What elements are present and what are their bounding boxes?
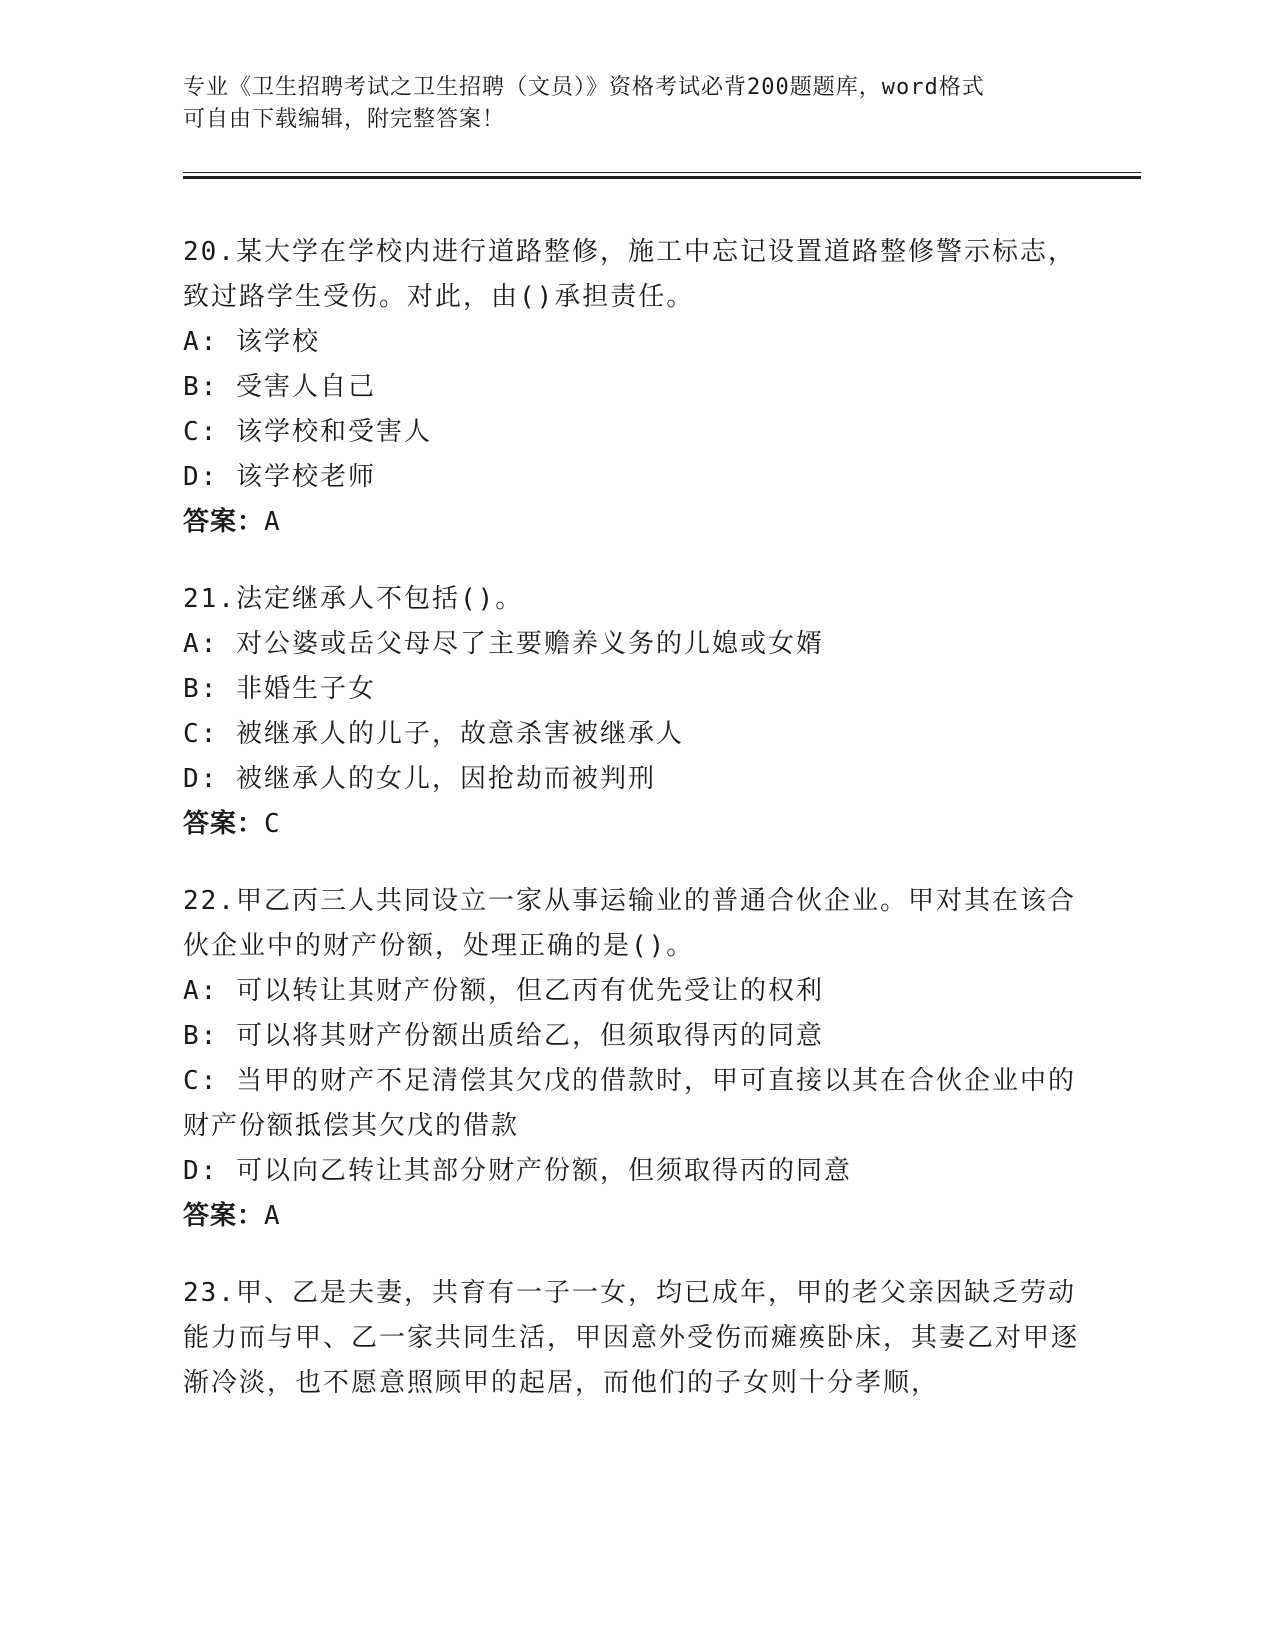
- answer-label: 答案：: [183, 809, 265, 839]
- option-a: A: 对公婆或岳父母尽了主要赡养义务的儿媳或女婿: [183, 629, 824, 659]
- question-21: [183, 577, 1083, 847]
- option-c: C: 当甲的财产不足清偿其欠戊的借款时，甲可直接以其在合伙企业中的财产份额抵偿其欠戊的借款: [183, 1066, 1076, 1141]
- answer-value: C: [264, 809, 281, 839]
- answer-value: A: [264, 1201, 281, 1231]
- header-divider-thick: [183, 176, 1141, 179]
- option-b: B: 可以将其财产份额出质给乙，但须取得丙的同意: [183, 1021, 824, 1051]
- option-c: C: 被继承人的儿子，故意杀害被继承人: [183, 719, 684, 749]
- header-line-1: 专业《卫生招聘考试之卫生招聘（文员）》资格考试必背200题题库，word格式: [183, 75, 985, 100]
- question-text: 21.法定继承人不包括()。: [183, 584, 524, 614]
- question-text: 23.甲、乙是夫妻，共育有一子一女，均已成年，甲的老父亲因缺乏劳动能力而与甲、乙一家共同生活，甲因意外受伤而瘫痪卧床，其妻乙对甲逐渐冷淡，也不愿意照顾甲的起居，而他们的子女则十分孝顺，: [183, 1278, 1080, 1398]
- header-divider-thin: [183, 172, 1141, 173]
- answer-line: [183, 1194, 1083, 1239]
- option-a: A: 该学校: [183, 327, 320, 357]
- answer-line: [183, 802, 1083, 847]
- document-header: [183, 72, 1063, 136]
- option-d: D: 可以向乙转让其部分财产份额，但须取得丙的同意: [183, 1156, 852, 1186]
- question-list: [183, 230, 1083, 1438]
- option-b: B: 非婚生子女: [183, 674, 376, 704]
- question-text: 22.甲乙丙三人共同设立一家从事运输业的普通合伙企业。甲对其在该合伙企业中的财产份额，处理正确的是()。: [183, 886, 1076, 961]
- option-c: C: 该学校和受害人: [183, 417, 432, 447]
- header-line-2: 可自由下载编辑，附完整答案！: [183, 107, 506, 132]
- option-d: D: 被继承人的女儿，因抢劫而被判刑: [183, 764, 656, 794]
- question-23: [183, 1271, 1083, 1406]
- answer-label: 答案：: [183, 507, 265, 537]
- answer-line: [183, 500, 1083, 545]
- question-text: 20.某大学在学校内进行道路整修，施工中忘记设置道路整修警示标志，致过路学生受伤。对此，由()承担责任。: [183, 237, 1076, 312]
- answer-value: A: [264, 507, 281, 537]
- option-a: A: 可以转让其财产份额，但乙丙有优先受让的权利: [183, 976, 824, 1006]
- question-20: [183, 230, 1083, 545]
- option-b: B: 受害人自己: [183, 372, 376, 402]
- question-22: [183, 879, 1083, 1239]
- option-d: D: 该学校老师: [183, 462, 376, 492]
- answer-label: 答案：: [183, 1201, 265, 1231]
